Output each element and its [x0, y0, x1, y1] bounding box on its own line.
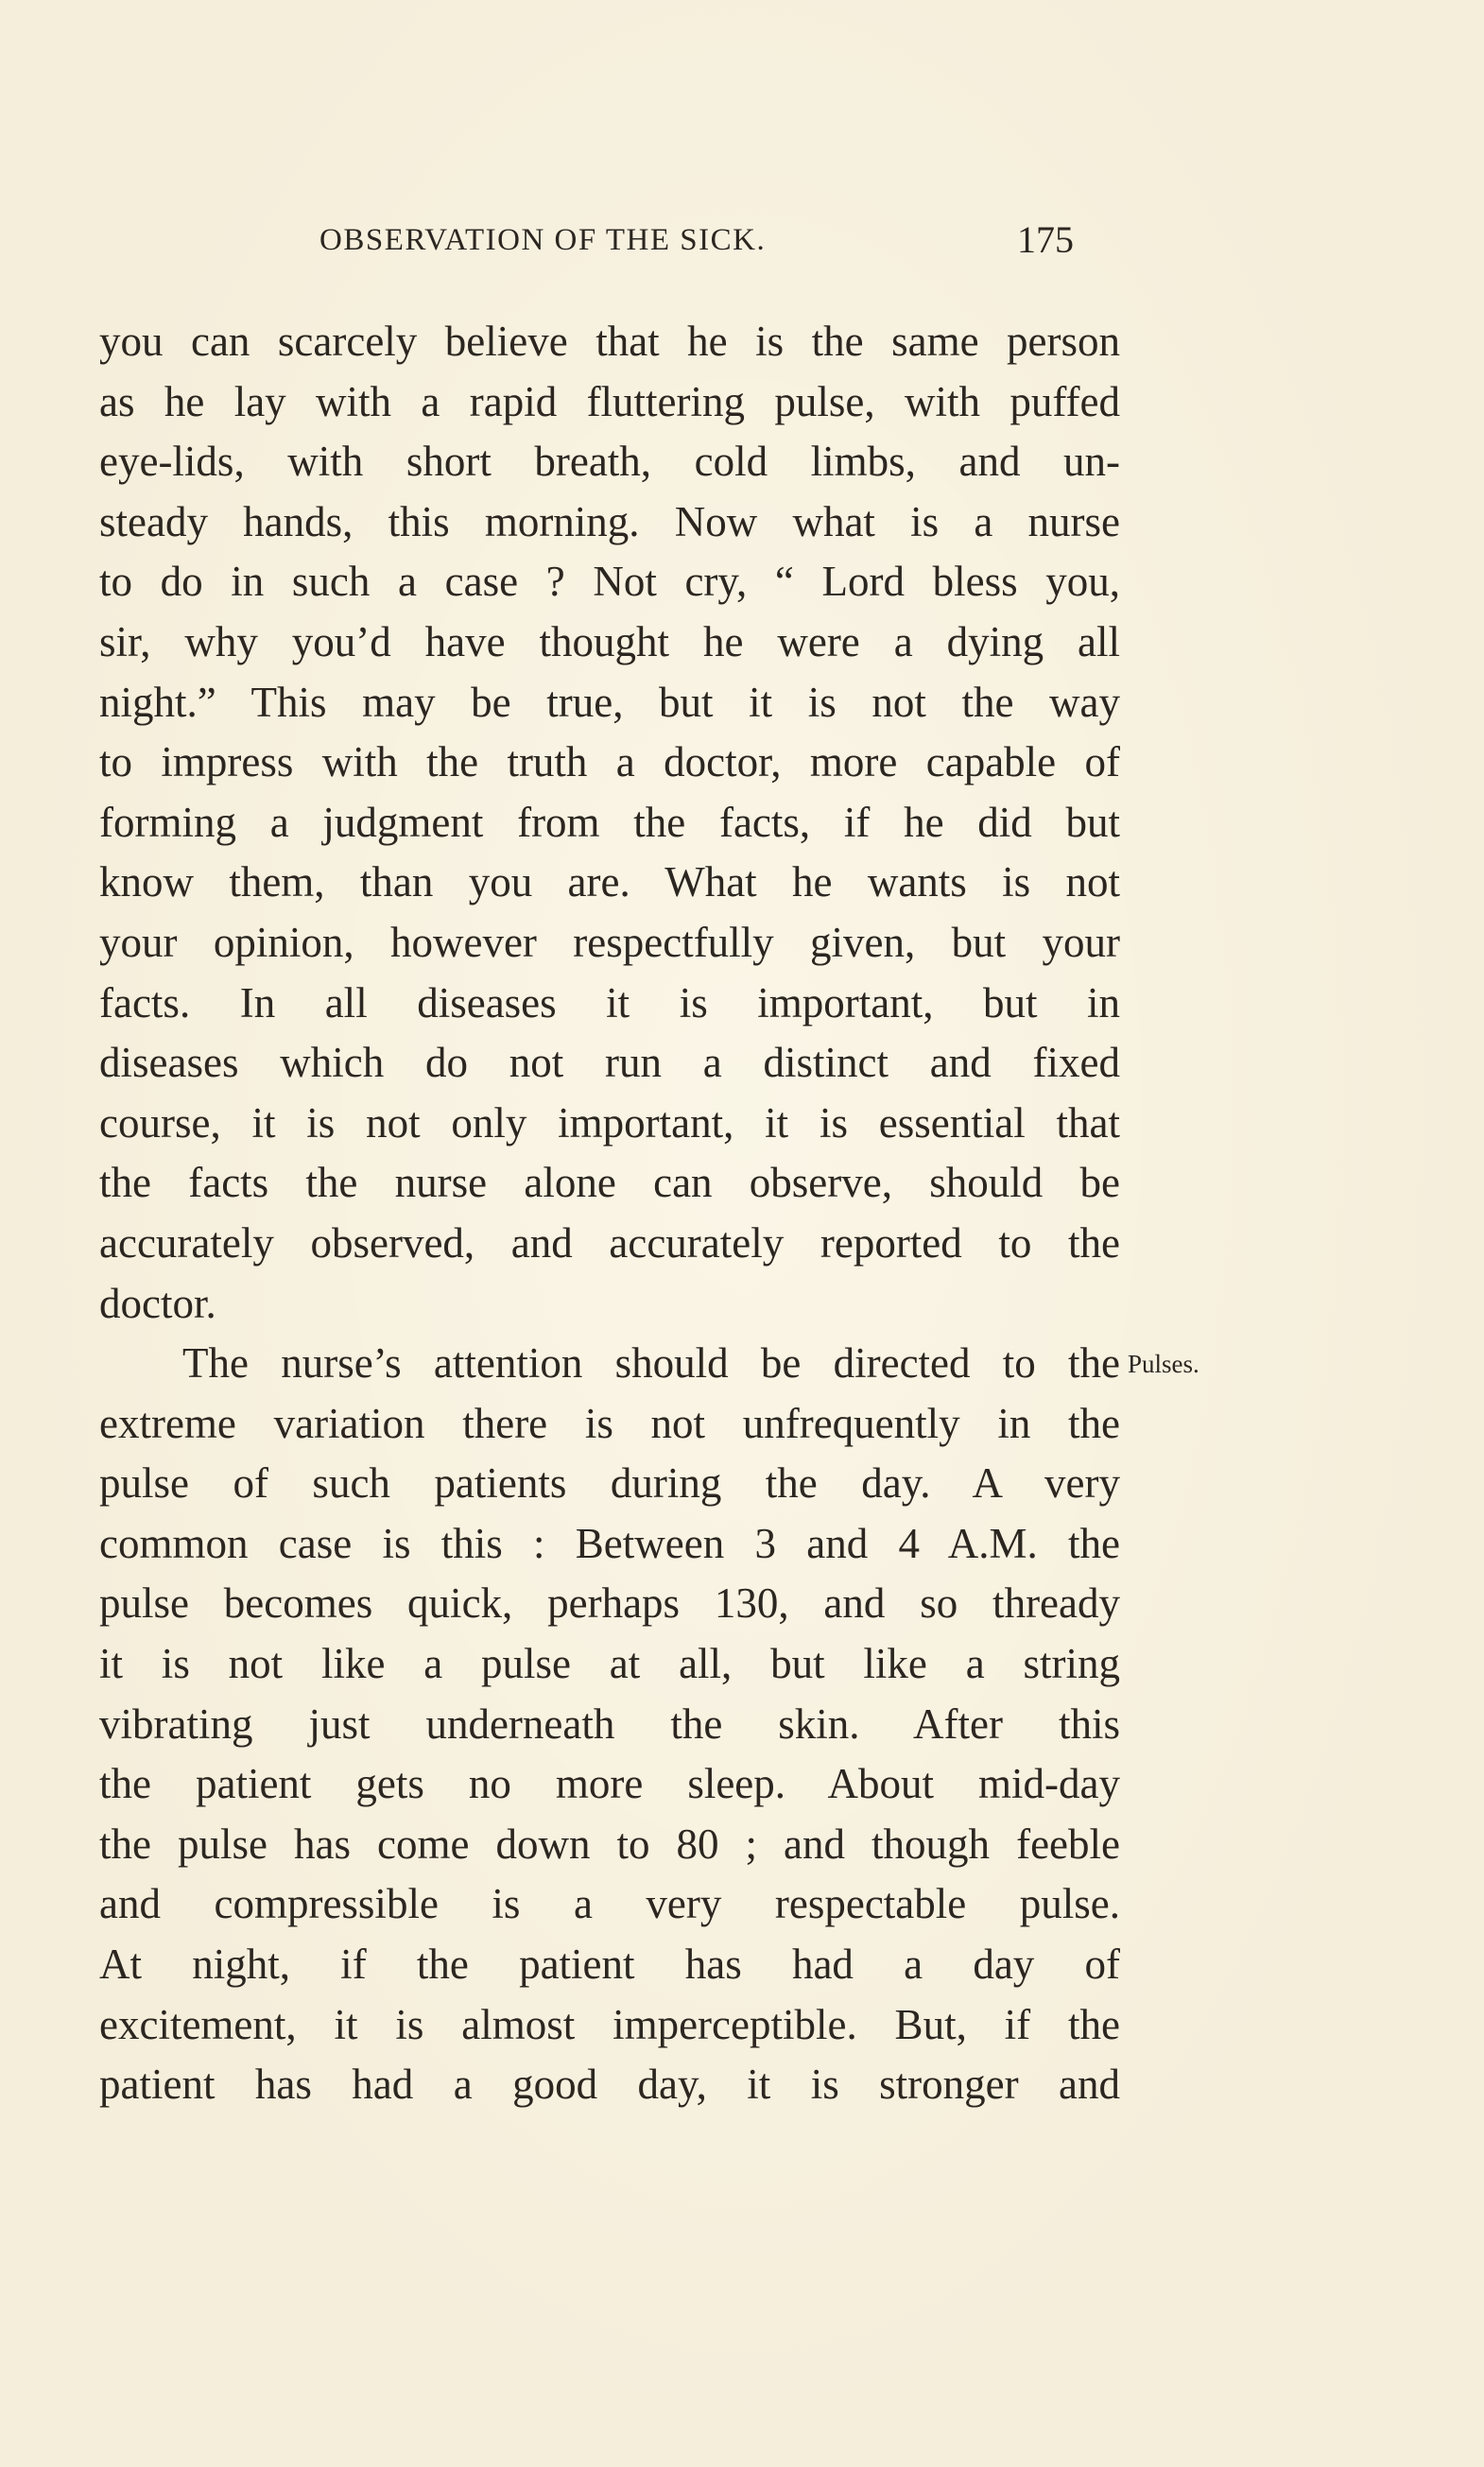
margin-note: Pulses. — [1128, 1350, 1199, 1378]
text-line: course, it is not only important, it is essential that — [99, 1098, 1120, 1147]
text-line: vibrating just underneath the skin. After this — [99, 1699, 1120, 1748]
text-line: as he lay with a rapid fluttering pulse, with puffed — [99, 377, 1120, 425]
text-line: diseases which do not run a distinct and fixed — [99, 1039, 1120, 1087]
text-line: and compressible is a very respectable pulse. — [99, 1880, 1120, 1928]
text-line: steady hands, this morning. Now what is a nurse — [99, 497, 1120, 545]
running-title: OBSERVATION OF THE SICK. — [319, 223, 767, 257]
text-line: patient has had a good day, it is stronger and — [99, 2061, 1120, 2109]
page-number: 175 — [1017, 218, 1074, 261]
text-line: to impress with the truth a doctor, more capable of — [99, 738, 1120, 786]
text-line: pulse becomes quick, perhaps 130, and so thready — [99, 1579, 1120, 1628]
text-line: the pulse has come down to 80 ; and though feeble — [99, 1820, 1120, 1868]
text-line: accurately observed, and accurately reported to the — [99, 1218, 1120, 1267]
body-text — [99, 312, 1120, 2115]
text-line: sir, why you’d have thought he were a dying all — [99, 617, 1120, 665]
text-line: know them, than you are. What he wants is not — [99, 858, 1120, 906]
text-line: the facts the nurse alone can observe, should be — [99, 1159, 1120, 1207]
text-line: the patient gets no more sleep. About mid-day — [99, 1760, 1120, 1808]
text-line: pulse of such patients during the day. A very — [99, 1459, 1120, 1508]
text-line: your opinion, however respectfully given, but your — [99, 918, 1120, 966]
text-line: eye-lids, with short breath, cold limbs, and un- — [99, 438, 1120, 486]
text-line: facts. In all diseases it is important, but in — [99, 978, 1120, 1026]
text-line: night.” This may be true, but it is not the way — [99, 678, 1120, 726]
text-line: extreme variation there is not unfrequently in the — [99, 1399, 1120, 1447]
text-line: The nurse’s attention should be directed to the — [182, 1339, 1120, 1388]
text-line: you can scarcely believe that he is the same person — [99, 318, 1120, 365]
text-line: it is not like a pulse at all, but like a string — [99, 1640, 1120, 1688]
text-line: doctor. — [99, 1279, 216, 1327]
text-line: excitement, it is almost imperceptible. But, if the — [99, 2000, 1120, 2048]
text-line: At night, if the patient has had a day of — [99, 1941, 1120, 1989]
text-line: forming a judgment from the facts, if he did but — [99, 798, 1120, 846]
text-line: common case is this : Between 3 and 4 A.M. the — [99, 1519, 1120, 1567]
text-line: to do in such a case ? Not cry, “ Lord bless you, — [99, 558, 1120, 606]
